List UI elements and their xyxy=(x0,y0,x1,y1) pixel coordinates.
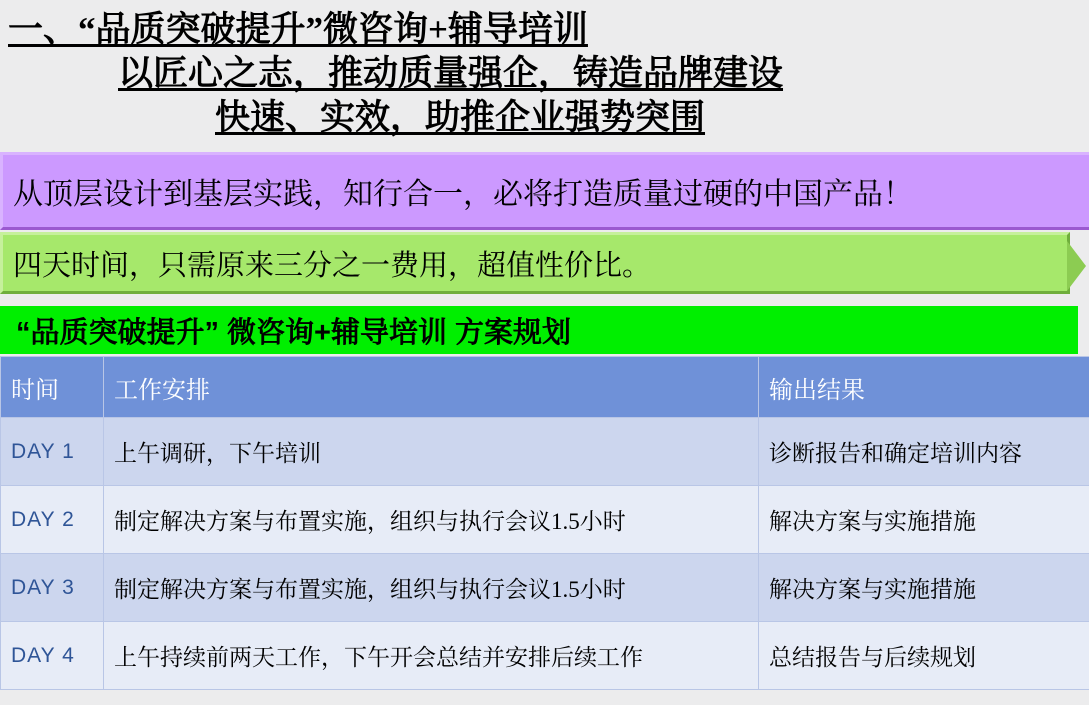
column-header-output: 输出结果 xyxy=(759,357,1089,418)
title-line-3 xyxy=(0,96,1089,140)
purple-banner-body xyxy=(0,152,1089,230)
table-row xyxy=(1,622,1089,690)
cell-output: 解决方案与实施措施 xyxy=(759,554,1089,622)
cell-task: 上午持续前两天工作，下午开会总结并安排后续工作 xyxy=(104,622,759,690)
title-line-2 xyxy=(0,52,1089,96)
table-header-row xyxy=(1,357,1089,418)
cell-day: DAY 2 xyxy=(1,486,104,554)
title-line-3-text: 快速、实效，助推企业强势突围 xyxy=(215,98,706,138)
table-row xyxy=(1,554,1089,622)
title-line-2-text: 以匠心之志，推动质量强企，铸造品牌建设 xyxy=(118,54,784,94)
cell-day: DAY 4 xyxy=(1,622,104,690)
cell-task: 制定解决方案与布置实施，组织与执行会议1.5小时 xyxy=(104,486,759,554)
title-line-1-text: 一、“品质突破提升”微咨询+辅导培训 xyxy=(8,10,588,49)
cell-task: 制定解决方案与布置实施，组织与执行会议1.5小时 xyxy=(104,554,759,622)
plan-table-head xyxy=(1,357,1089,418)
plan-table xyxy=(0,356,1089,690)
cell-output: 解决方案与实施措施 xyxy=(759,486,1089,554)
green-banner-text: 四天时间，只需原来三分之一费用，超值性价比。 xyxy=(13,249,652,282)
section-header xyxy=(0,306,1078,354)
cell-day: DAY 1 xyxy=(1,418,104,486)
plan-table-body xyxy=(1,418,1089,690)
cell-output: 总结报告与后续规划 xyxy=(759,622,1089,690)
title-line-1 xyxy=(0,8,1089,52)
section-header-text: “品质突破提升” 微咨询+辅导培训 方案规划 xyxy=(16,316,572,349)
green-banner xyxy=(0,232,1070,294)
column-header-time: 时间 xyxy=(1,357,104,418)
column-header-work: 工作安排 xyxy=(104,357,759,418)
cell-day: DAY 3 xyxy=(1,554,104,622)
green-banner-arrow-icon xyxy=(1067,241,1086,291)
cell-output: 诊断报告和确定培训内容 xyxy=(759,418,1089,486)
title-block xyxy=(0,0,1089,146)
purple-banner-text: 从顶层设计到基层实践，知行合一，必将打造质量过硬的中国产品！ xyxy=(13,178,913,212)
table-row xyxy=(1,486,1089,554)
table-row xyxy=(1,418,1089,486)
cell-task: 上午调研，下午培训 xyxy=(104,418,759,486)
purple-banner xyxy=(0,152,1089,224)
